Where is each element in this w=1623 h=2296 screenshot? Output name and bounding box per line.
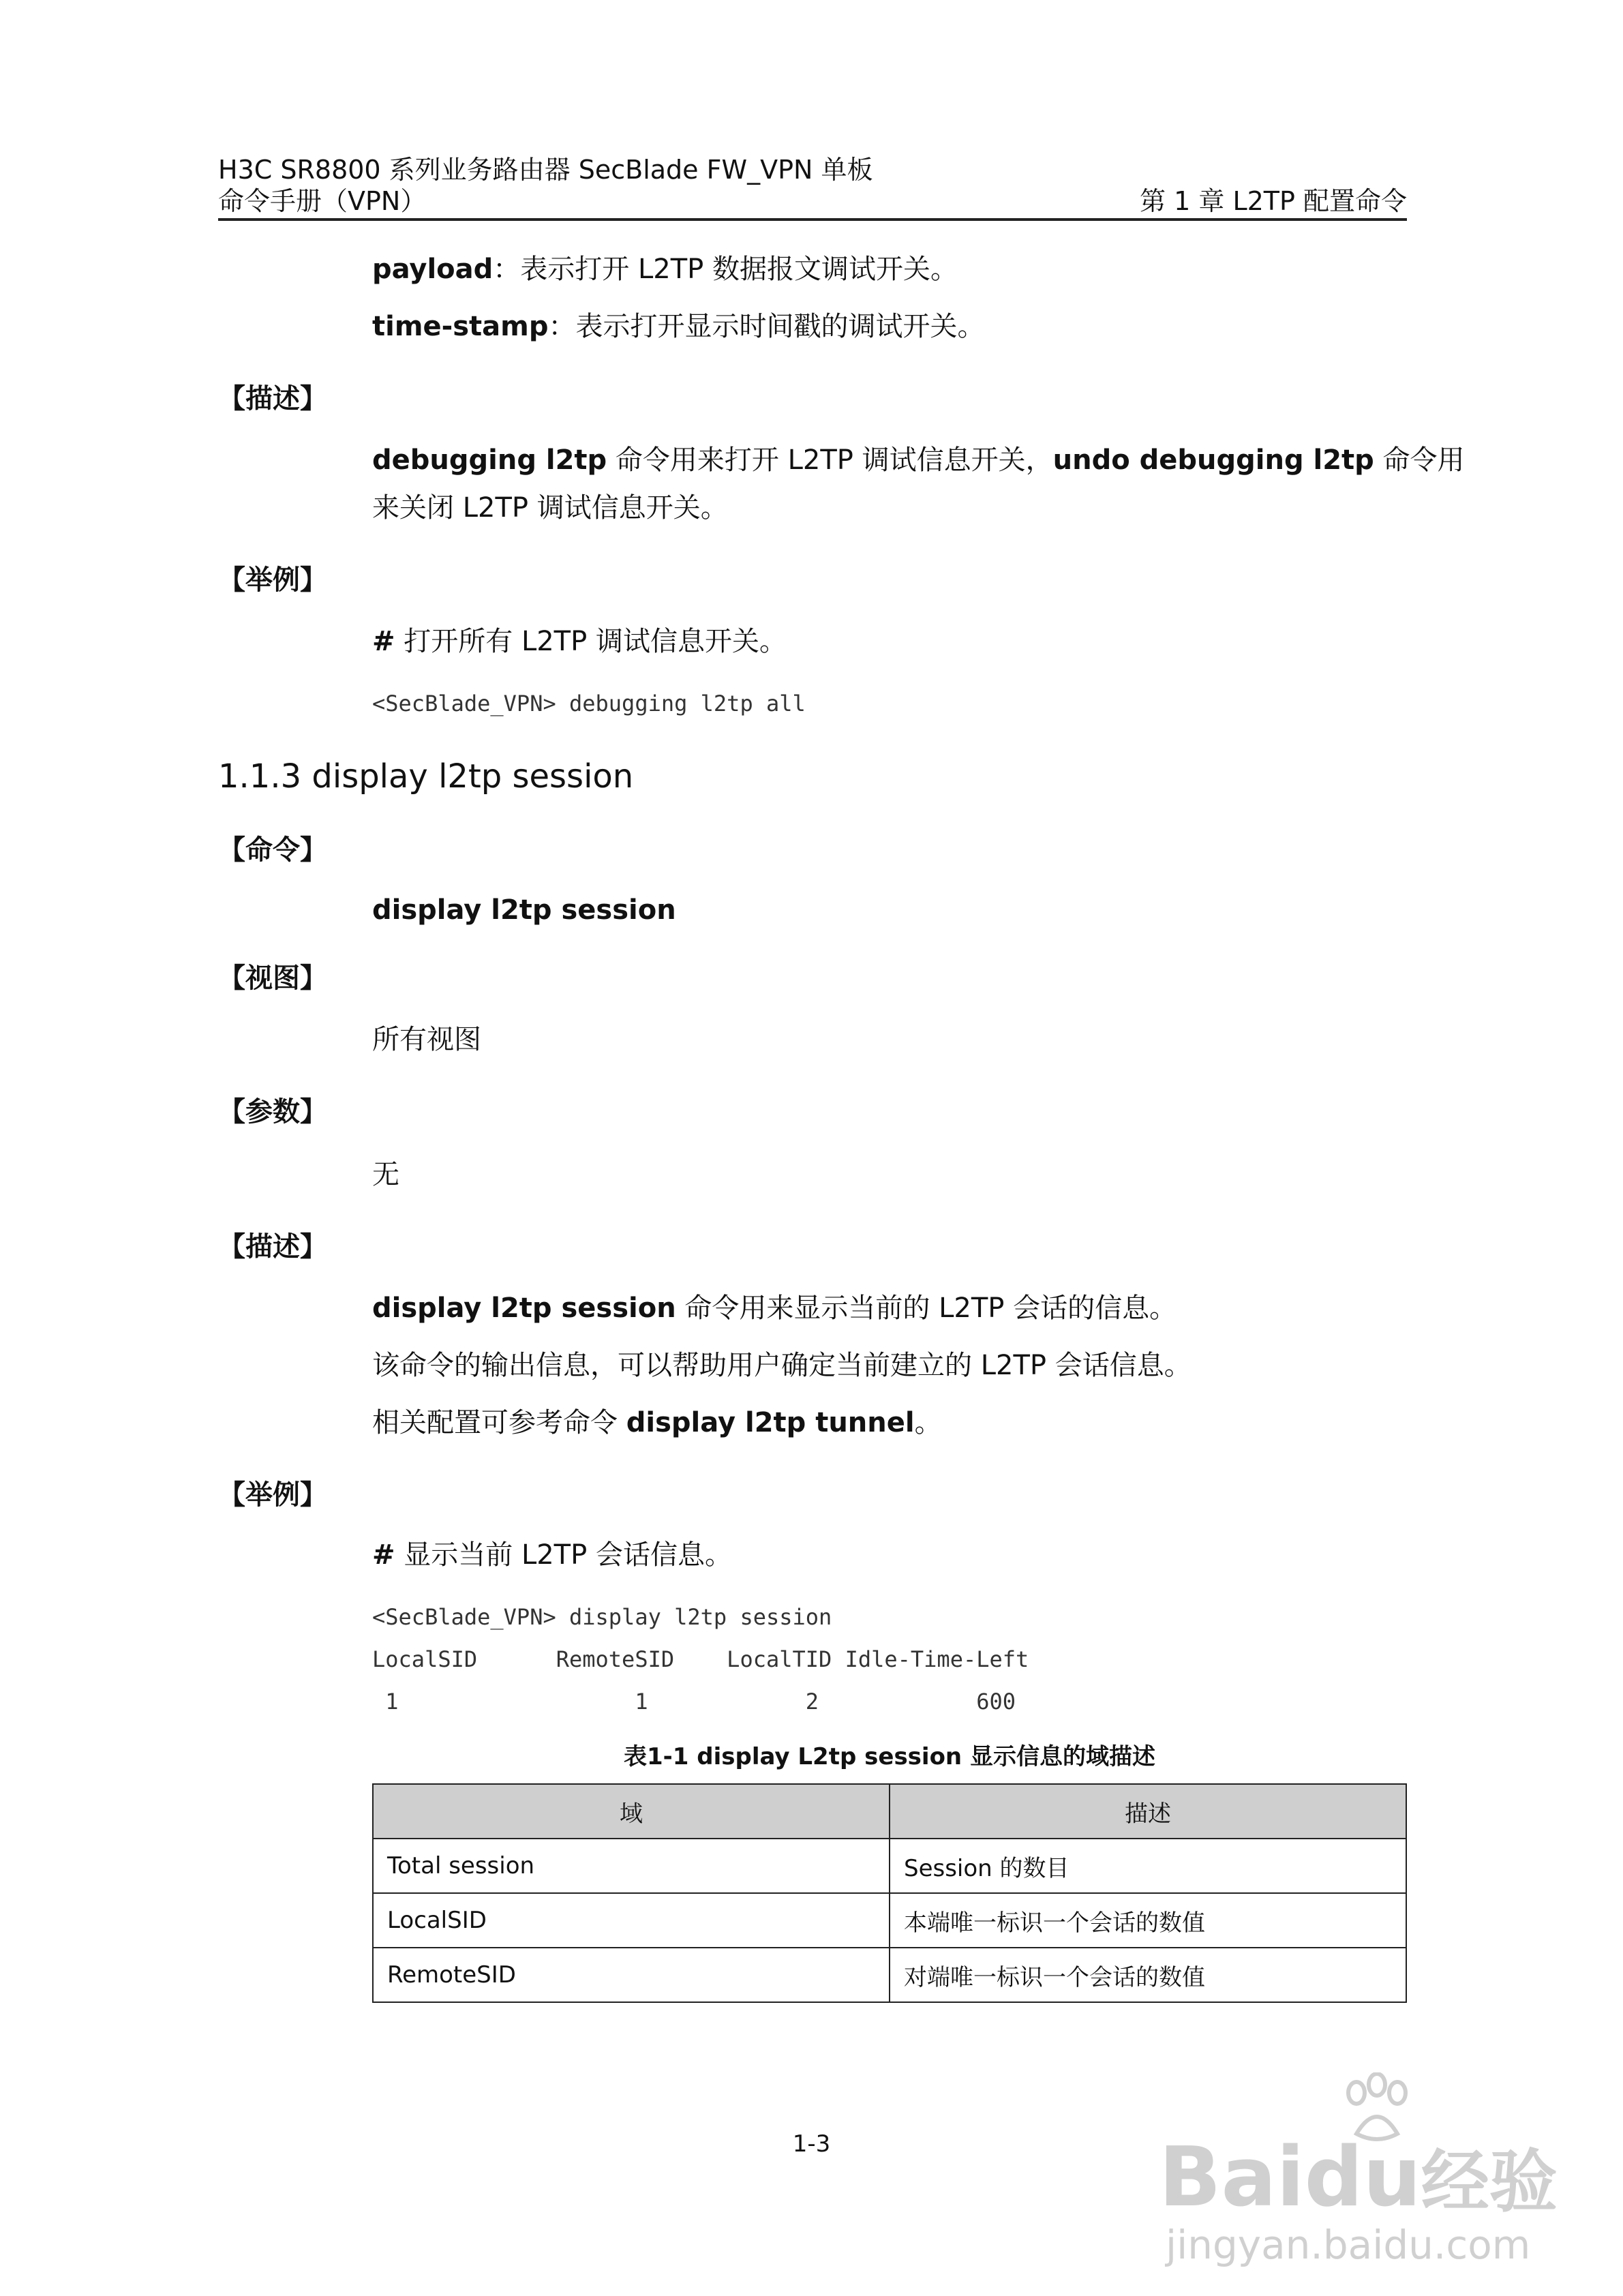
- watermark-brand-du: du: [1304, 2130, 1421, 2225]
- page-number: 1-3: [792, 2130, 831, 2158]
- describe-keyword: display l2tp session: [372, 1293, 676, 1324]
- header-rule: [218, 218, 1407, 221]
- header-title-line2: 命令手册（VPN）: [218, 186, 427, 216]
- section-label-view: 【视图】: [218, 963, 327, 994]
- table-header-cell: 描述: [890, 1784, 1406, 1839]
- header-chapter: 第 1 章 L2TP 配置命令: [1140, 186, 1407, 216]
- describe2-line3: [372, 1406, 942, 1440]
- describe-keyword: undo debugging l2tp: [1052, 444, 1374, 476]
- describe-text: 命令用来显示当前的 L2TP 会话的信息。: [676, 1293, 1177, 1324]
- command-text: display l2tp session: [372, 894, 676, 926]
- table-row: [373, 1893, 1406, 1948]
- table-cell: Total session: [373, 1839, 890, 1893]
- table-header-cell: 域: [373, 1784, 890, 1839]
- table-cell: LocalSID: [373, 1893, 890, 1948]
- code-line: 1 1 2 600: [372, 1689, 1016, 1715]
- table-cell: 对端唯一标识一个会话的数值: [890, 1948, 1406, 2002]
- watermark-brand-cn: 经验: [1421, 2142, 1558, 2222]
- section-label-describe-2: 【描述】: [218, 1231, 327, 1263]
- describe2-line2: 该命令的输出信息，可以帮助用户确定当前建立的 L2TP 会话信息。: [372, 1350, 1192, 1381]
- code-line: <SecBlade_VPN> display l2tp session: [372, 1604, 832, 1630]
- table-cell: RemoteSID: [373, 1948, 890, 2002]
- describe-text: 。: [914, 1407, 942, 1438]
- example2-line: [372, 1538, 732, 1572]
- param-keyword: payload: [372, 254, 494, 285]
- table-header-row: [373, 1784, 1406, 1839]
- code-line: LocalSID RemoteSID LocalTID Idle-Time-Left: [372, 1646, 1029, 1672]
- table-row: [373, 1948, 1406, 2002]
- describe-keyword: debugging l2tp: [372, 444, 607, 476]
- section-label-example: 【举例】: [218, 564, 327, 596]
- watermark-url: jingyan.baidu.com: [1166, 2222, 1531, 2268]
- describe-keyword: display l2tp tunnel: [626, 1407, 915, 1438]
- param-desc: ：表示打开显示时间戳的调试开关。: [548, 311, 985, 342]
- describe-line1: [372, 443, 1465, 477]
- params-text: 无: [372, 1159, 399, 1190]
- param-line-time-stamp: [372, 309, 984, 344]
- describe-line2: 来关闭 L2TP 调试信息开关。: [372, 492, 728, 524]
- describe-text: 命令用: [1374, 444, 1465, 476]
- section-heading: 1.1.3 display l2tp session: [218, 757, 634, 796]
- describe-text: 相关配置可参考命令: [372, 1407, 626, 1438]
- section-label-params: 【参数】: [218, 1096, 327, 1128]
- table-cell: 本端唯一标识一个会话的数值: [890, 1893, 1406, 1948]
- describe2-line1: [372, 1291, 1177, 1325]
- watermark-brand-bai: Bai: [1159, 2130, 1305, 2225]
- view-text: 所有视图: [372, 1024, 481, 1055]
- example-text: 显示当前 L2TP 会话信息。: [395, 1539, 732, 1571]
- table-row: [373, 1839, 1406, 1893]
- example-hash: #: [372, 1539, 395, 1571]
- baidu-watermark: [1159, 2072, 1595, 2277]
- param-keyword: time-stamp: [372, 311, 549, 342]
- example-code: <SecBlade_VPN> debugging l2tp all: [372, 691, 806, 716]
- section-label-command: 【命令】: [218, 834, 327, 866]
- describe-text: 命令用来打开 L2TP 调试信息开关，: [607, 444, 1053, 476]
- section-label-describe: 【描述】: [218, 383, 327, 414]
- header-title-line1: H3C SR8800 系列业务路由器 SecBlade FW_VPN 单板: [218, 155, 873, 185]
- section-label-example-2: 【举例】: [218, 1479, 327, 1511]
- example-text: 打开所有 L2TP 调试信息开关。: [395, 626, 787, 657]
- table-caption: 表1-1 display L2tp session 显示信息的域描述: [624, 1743, 1155, 1770]
- example-hash: #: [372, 626, 395, 657]
- param-line-payload: [372, 252, 958, 286]
- fields-table: [372, 1783, 1407, 2003]
- table-cell: Session 的数目: [890, 1839, 1406, 1893]
- watermark-brand: [1159, 2130, 1558, 2226]
- param-desc: ：表示打开 L2TP 数据报文调试开关。: [493, 254, 958, 285]
- example-line: [372, 624, 787, 659]
